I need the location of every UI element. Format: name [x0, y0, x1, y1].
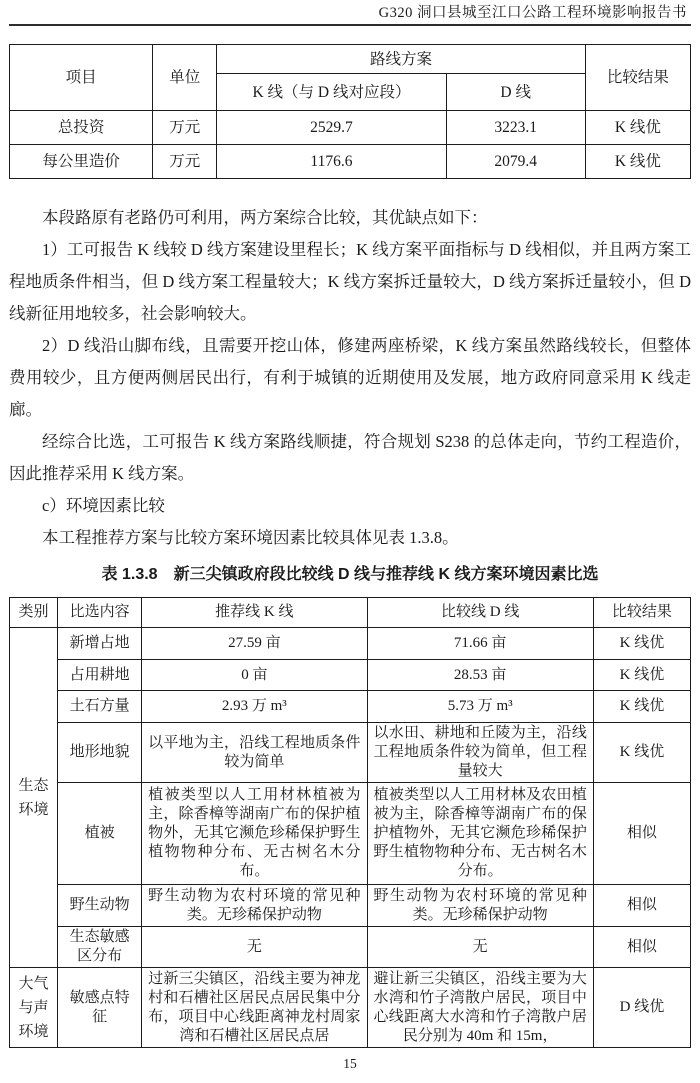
cost-header-k-line: K 线（与 D 线对应段） [217, 74, 446, 111]
cost-comparison-table [9, 44, 691, 179]
env-cell-k: 0 亩 [142, 660, 367, 691]
env-header-content: 比选内容 [58, 598, 142, 628]
env-cell-content: 植被 [58, 783, 142, 885]
table-caption: 表 1.3.8 新三尖镇政府段比较线 D 线与推荐线 K 线方案环境因素比选 [101, 566, 599, 583]
cost-cell-k: 2529.7 [217, 111, 446, 145]
table-row [10, 691, 691, 723]
table-row [10, 885, 691, 927]
env-header-d-line: 比较线 D 线 [367, 598, 593, 628]
table-row [10, 968, 691, 1048]
env-cell-content: 地形地貌 [58, 723, 142, 783]
paragraph: 经综合比选，工可报告 K 线方案路线顺捷，符合规划 S238 的总体走向，节约工程造价，因此推荐采用 K 线方案。 [9, 432, 691, 483]
table-row [10, 145, 691, 179]
paragraph: c）环境因素比较 [42, 496, 165, 515]
env-cell-result: K 线优 [593, 628, 690, 660]
env-category-air-noise: 大气与声环境 [10, 968, 58, 1048]
cost-header-scheme: 路线方案 [217, 45, 586, 74]
cost-header-result: 比较结果 [585, 45, 690, 111]
table-row [10, 783, 691, 885]
cost-cell-item: 总投资 [10, 111, 153, 145]
env-cell-d: 无 [367, 927, 593, 968]
env-cell-content: 新增占地 [58, 628, 142, 660]
paragraph: 本段路原有老路仍可利用，两方案综合比较，其优缺点如下： [42, 208, 488, 227]
doc-header-title: G320 洞口县城至江口公路工程环境影响报告书 [378, 5, 687, 21]
env-cell-d: 野生动物为农村环境的常见种类。无珍稀保护动物 [367, 885, 593, 927]
env-cell-content: 敏感点特征 [58, 968, 142, 1048]
cost-cell-item: 每公里造价 [10, 145, 153, 179]
table-row [10, 723, 691, 783]
env-cell-k: 植被类型以人工用材林植被为主，除香樟等湖南广布的保护植物外，无其它濒危珍稀保护野生植物物种分布、无古树名木分布。 [142, 783, 367, 885]
cost-cell-d: 2079.4 [446, 145, 585, 179]
cost-header-d-line: D 线 [446, 74, 585, 111]
cost-cell-d: 3223.1 [446, 111, 585, 145]
env-cell-content: 生态敏感区分布 [58, 927, 142, 968]
page-number: 15 [343, 1056, 357, 1071]
env-cell-d: 5.73 万 m³ [367, 691, 593, 723]
env-cell-result: K 线优 [593, 691, 690, 723]
cost-cell-result: K 线优 [585, 145, 690, 179]
paragraph: 2）D 线沿山脚布线，且需要开挖山体，修建两座桥梁，K 线方案虽然路线较长，但整体费用较少，且方便两侧居民出行，有利于城镇的近期使用及发展，地方政府同意采用 K 线走廊。 [9, 336, 691, 419]
env-cell-result: K 线优 [593, 660, 690, 691]
cost-cell-result: K 线优 [585, 111, 690, 145]
env-header-result: 比较结果 [593, 598, 690, 628]
cost-cell-unit: 万元 [153, 111, 217, 145]
env-cell-k: 过新三尖镇区，沿线主要为神龙村和石槽社区居民点居民集中分布，项目中心线距离神龙村周家湾和石槽社区居民点居 [142, 968, 367, 1048]
env-cell-d: 避让新三尖镇区，沿线主要为大水湾和竹子湾散户居民，项目中心线距离大水湾和竹子湾散户居民分别为 40m 和 15m， [367, 968, 593, 1048]
env-cell-result: D 线优 [593, 968, 690, 1048]
table-row [10, 628, 691, 660]
env-cell-d: 植被类型以人工用材林及农田植被为主，除香樟等湖南广布的保护植物外，无其它濒危珍稀保护野生植物物种分布、无古树名木分布。 [367, 783, 593, 885]
env-cell-d: 28.53 亩 [367, 660, 593, 691]
env-cell-k: 以平地为主，沿线工程地质条件较为简单 [142, 723, 367, 783]
table-row [10, 927, 691, 968]
cost-header-unit: 单位 [153, 45, 217, 111]
env-cell-result: 相似 [593, 927, 690, 968]
env-cell-content: 土石方量 [58, 691, 142, 723]
env-cell-content: 占用耕地 [58, 660, 142, 691]
paragraph: 本工程推荐方案与比较方案环境因素比较具体见表 1.3.8。 [42, 528, 459, 547]
env-header-category: 类别 [10, 598, 58, 628]
env-cell-k: 野生动物为农村环境的常见种类。无珍稀保护动物 [142, 885, 367, 927]
env-cell-result: 相似 [593, 885, 690, 927]
env-cell-k: 2.93 万 m³ [142, 691, 367, 723]
env-cell-k: 27.59 亩 [142, 628, 367, 660]
env-cell-result: K 线优 [593, 723, 690, 783]
env-category-eco: 生态环境 [10, 628, 58, 968]
env-cell-k: 无 [142, 927, 367, 968]
table-row [10, 111, 691, 145]
env-cell-d: 71.66 亩 [367, 628, 593, 660]
env-cell-result: 相似 [593, 783, 690, 885]
cost-header-item: 项目 [10, 45, 153, 111]
env-comparison-table [9, 597, 691, 1048]
paragraph: 1）工可报告 K 线较 D 线方案建设里程长；K 线方案平面指标与 D 线相似，并且两方案工程地质条件相当，但 D 线方案工程量较大；K 线方案拆迁量较大，D 线方案拆迁量较小，但 D 线新征用地较多，社会影响较大。 [9, 240, 691, 323]
cost-cell-unit: 万元 [153, 145, 217, 179]
env-cell-content: 野生动物 [58, 885, 142, 927]
cost-cell-k: 1176.6 [217, 145, 446, 179]
header-rule [9, 24, 691, 26]
body-text [9, 202, 691, 554]
env-header-k-line: 推荐线 K 线 [142, 598, 367, 628]
env-cell-d: 以水田、耕地和丘陵为主，沿线工程地质条件较为简单，但工程量较大 [367, 723, 593, 783]
table-row [10, 660, 691, 691]
